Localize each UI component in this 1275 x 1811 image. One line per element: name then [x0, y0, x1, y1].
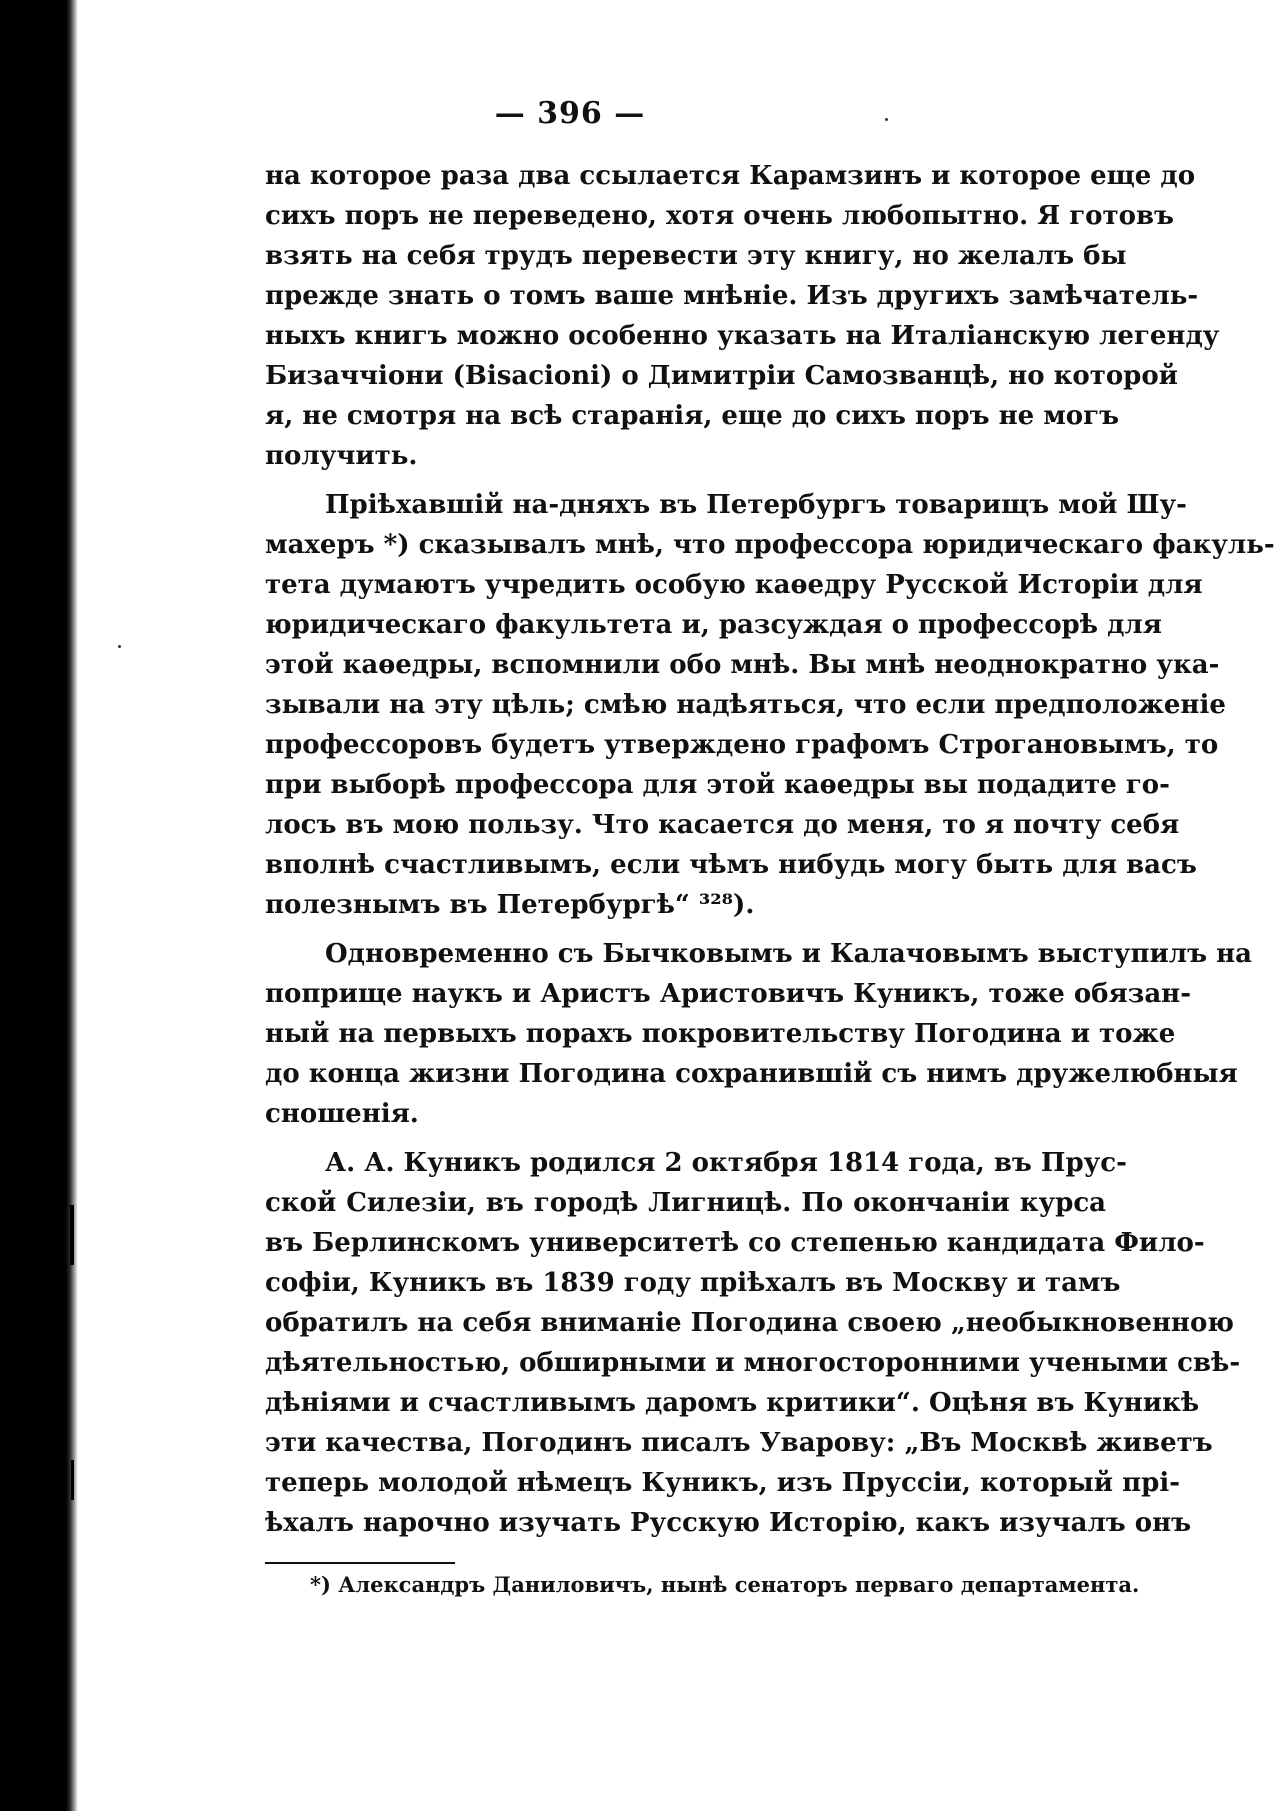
- text-line: софіи, Куникъ въ 1839 году пріѣхалъ въ Москву и тамъ: [265, 1268, 1121, 1298]
- book-binding-edge: [0, 0, 78, 1811]
- text-line: ныхъ книгъ можно особенно указать на Италіанскую легенду: [265, 321, 1220, 351]
- paragraph-3: [265, 934, 1253, 1134]
- page-number: — 396 —: [494, 96, 646, 131]
- page-text: [265, 156, 1275, 1543]
- text-line: махеръ *) сказывалъ мнѣ, что профессора юридическаго факуль-: [265, 530, 1275, 560]
- text-line: я, не смотря на всѣ старанія, еще до сихъ поръ не могъ: [265, 401, 1120, 431]
- text-line: сихъ поръ не переведено, хотя очень любопытно. Я готовъ: [265, 201, 1174, 231]
- text-line: дѣятельностью, обширными и многосторонними учеными свѣ-: [265, 1348, 1241, 1378]
- text-line: эти качества, Погодинъ писалъ Уварову: „Въ Москвѣ живетъ: [265, 1428, 1213, 1458]
- text-line: профессоровъ будетъ утверждено графомъ Строгановымъ, то: [265, 730, 1219, 760]
- text-line: зывали на эту цѣль; смѣю надѣяться, что если предположеніе: [265, 690, 1226, 720]
- paragraph-1: [265, 156, 1220, 476]
- footnote-divider: [265, 1562, 455, 1564]
- text-line: взять на себя трудъ перевести эту книгу, но желалъ бы: [265, 241, 1127, 271]
- text-line: до конца жизни Погодина сохранившій съ нимъ дружелюбныя: [265, 1059, 1238, 1089]
- text-line: дѣніями и счастливымъ даромъ критики“. Оцѣня въ Куникѣ: [265, 1388, 1200, 1418]
- text-line: вполнѣ счастливымъ, если чѣмъ нибудь могу быть для васъ: [265, 850, 1197, 880]
- text-line: Бизаччіони (Bisacioni) о Димитріи Самозванцѣ, но которой: [265, 361, 1178, 391]
- paragraph-2: [265, 485, 1275, 925]
- text-line: обратилъ на себя вниманіе Погодина своею „необыкновенною: [265, 1308, 1234, 1338]
- binding-speck: [70, 1205, 74, 1265]
- text-line: этой каѳедры, вспомнили обо мнѣ. Вы мнѣ неоднократно ука-: [265, 650, 1220, 680]
- text-line: ный на первыхъ порахъ покровительству Погодина и тоже: [265, 1019, 1176, 1049]
- text-line: ѣхалъ нарочно изучать Русскую Исторію, какъ изучалъ онъ: [265, 1508, 1192, 1538]
- paragraph-4: [265, 1143, 1241, 1543]
- text-line: при выборѣ профессора для этой каѳедры вы подадите го-: [265, 770, 1170, 800]
- text-line: на которое раза два ссылается Карамзинъ и которое еще до: [265, 161, 1196, 191]
- binding-speck: [71, 1460, 74, 1500]
- text-line: Одновременно съ Бычковымъ и Калачовымъ выступилъ на: [325, 939, 1253, 969]
- text-line: получить.: [265, 441, 418, 471]
- text-line: прежде знать о томъ ваше мнѣніе. Изъ другихъ замѣчатель-: [265, 281, 1199, 311]
- text-line: тета думаютъ учредить особую каѳедру Русской Исторіи для: [265, 570, 1203, 600]
- text-line: ской Силезіи, въ городѣ Лигницѣ. По окончаніи курса: [265, 1188, 1106, 1218]
- text-line: теперь молодой нѣмецъ Куникъ, изъ Пруссіи, который прі-: [265, 1468, 1180, 1498]
- text-line: поприще наукъ и Аристъ Аристовичъ Куникъ, тоже обязан-: [265, 979, 1191, 1009]
- text-line: въ Берлинскомъ университетѣ со степенью кандидата Фило-: [265, 1228, 1205, 1258]
- paper-speck: [118, 645, 121, 648]
- footnote: *) Александръ Даниловичъ, нынѣ сенаторъ перваго департамента.: [310, 1572, 1140, 1597]
- text-line: А. А. Куникъ родился 2 октября 1814 года, въ Прус-: [325, 1148, 1127, 1178]
- text-line: Пріѣхавшій на-дняхъ въ Петербургъ товарищъ мой Шу-: [325, 490, 1187, 520]
- text-line: юридическаго факультета и, разсуждая о профессорѣ для: [265, 610, 1162, 640]
- text-line: лосъ въ мою пользу. Что касается до меня, то я почту себя: [265, 810, 1180, 840]
- text-line: полезнымъ въ Петербургѣ“ ³²⁸).: [265, 890, 755, 920]
- text-line: сношенія.: [265, 1099, 419, 1129]
